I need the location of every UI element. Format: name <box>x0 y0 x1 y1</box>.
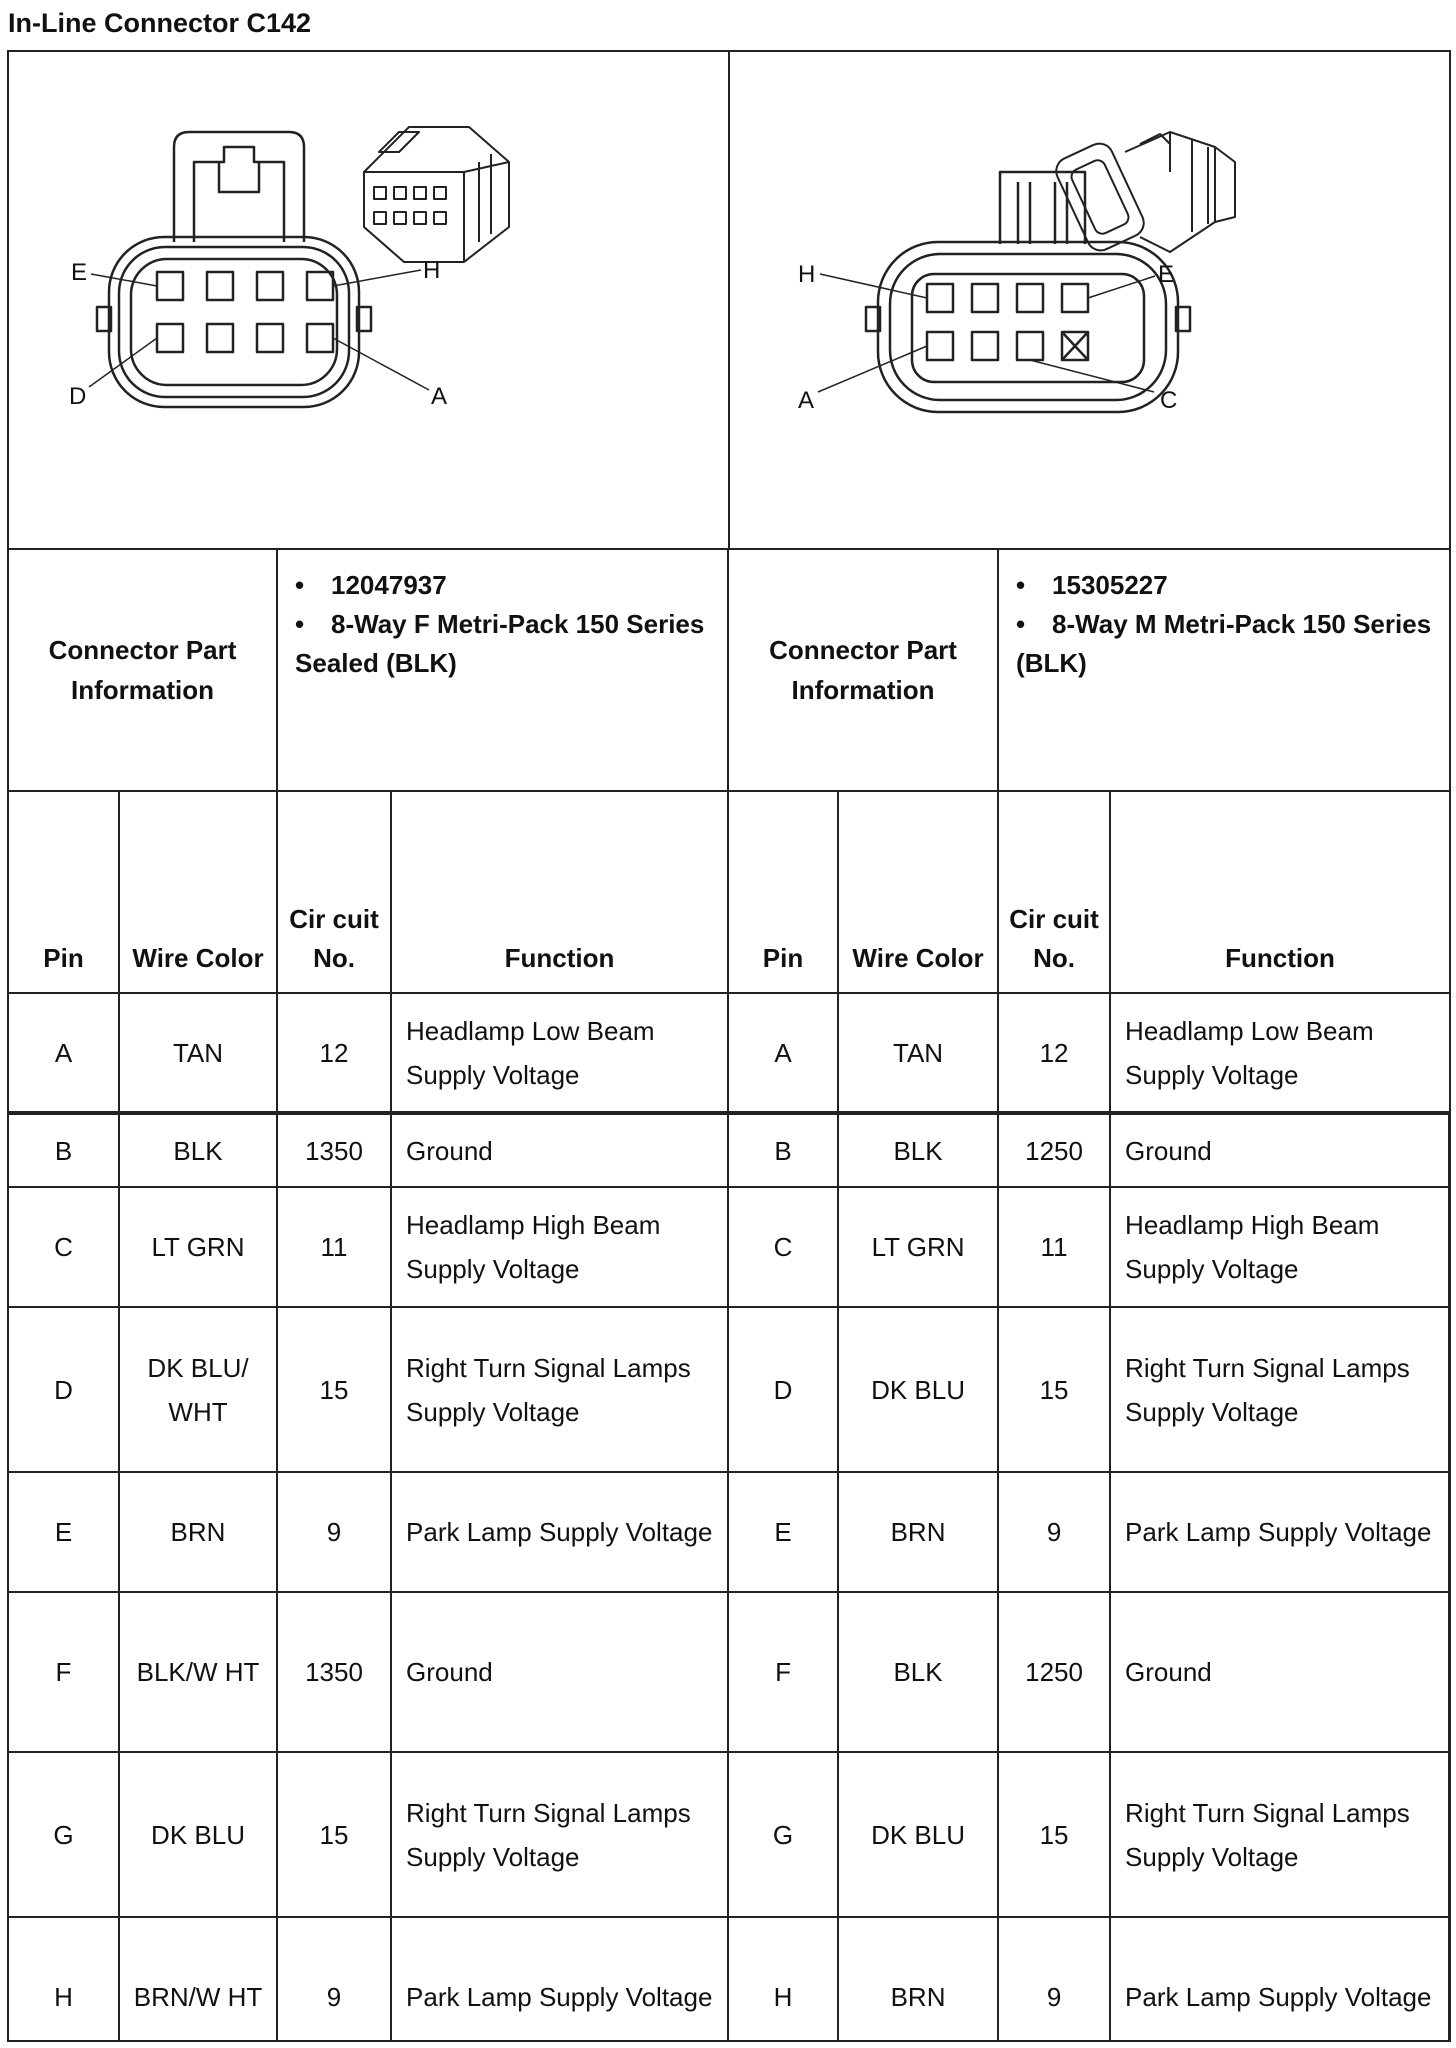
wire-color-cell: BLK <box>838 1592 998 1752</box>
latch-inner <box>194 147 284 242</box>
female-connector-isometric <box>364 127 509 262</box>
circuit-cell: 1350 <box>277 1592 391 1752</box>
cavity-h <box>307 272 333 300</box>
wire-color-cell: LT GRN <box>838 1187 998 1307</box>
cavity-g <box>972 284 998 312</box>
header-function: Function <box>1110 791 1449 993</box>
circuit-cell: 12 <box>277 993 391 1113</box>
leader-line-e <box>91 274 157 286</box>
pin-cell: E <box>728 1472 838 1592</box>
housing-outer <box>109 237 359 407</box>
pin-label-bottom-right: A <box>431 383 448 410</box>
header-wire-color: Wire Color <box>119 791 277 993</box>
cavity-c <box>1017 332 1043 360</box>
function-cell: Headlamp Low Beam Supply Voltage <box>1110 993 1449 1113</box>
function-cell: Ground <box>391 1592 728 1752</box>
wire-color-cell: LT GRN <box>119 1187 277 1307</box>
pin-cell: B <box>728 1113 838 1187</box>
female-connector-diagram <box>9 52 728 548</box>
wire-color-cell: DK BLU <box>838 1307 998 1472</box>
cavity-f <box>1017 284 1043 312</box>
pin-cell: C <box>9 1187 119 1307</box>
function-cell: Headlamp High Beam Supply Voltage <box>1110 1187 1449 1307</box>
table-row <box>9 993 1449 1113</box>
circuit-cell: 9 <box>998 1917 1110 2042</box>
leader-line-a <box>818 346 927 392</box>
wire-color-cell: BRN <box>838 1917 998 2042</box>
connector-diagrams <box>9 52 1449 550</box>
function-cell: Park Lamp Supply Voltage <box>1110 1472 1449 1592</box>
female-connector-drawing <box>9 52 728 546</box>
wire-color-cell: BRN/W HT <box>119 1917 277 2042</box>
wire-color-cell: DK BLU <box>838 1752 998 1917</box>
circuit-cell: 1250 <box>998 1592 1110 1752</box>
cavity-e <box>1062 284 1088 312</box>
pin-label-bottom-left: D <box>69 383 87 410</box>
table-row <box>9 1187 1449 1307</box>
part-info-row <box>9 550 1449 791</box>
cavity-c <box>207 324 233 352</box>
pin-label-bottom-right: C <box>1160 387 1178 414</box>
header-pin: Pin <box>728 791 838 993</box>
function-cell: Right Turn Signal Lamps Supply Voltage <box>391 1307 728 1472</box>
cavity-e <box>157 272 183 300</box>
pin-cell: F <box>9 1592 119 1752</box>
pinout-table <box>9 550 1451 2042</box>
circuit-cell: 9 <box>277 1472 391 1592</box>
pin-cell: G <box>9 1752 119 1917</box>
function-cell: Right Turn Signal Lamps Supply Voltage <box>391 1752 728 1917</box>
function-cell: Ground <box>1110 1592 1449 1752</box>
cavity-f <box>207 272 233 300</box>
pin-cell: A <box>728 993 838 1113</box>
connector-sheet <box>7 50 1451 2042</box>
male-connector-drawing <box>730 52 1449 546</box>
header-function: Function <box>391 791 728 993</box>
cavity-a <box>927 332 953 360</box>
pin-label-top-left: H <box>798 261 816 288</box>
part-info-label-right: Connector Part Information <box>728 550 998 791</box>
page-title: In-Line Connector C142 <box>8 8 312 38</box>
pin-cell: G <box>728 1752 838 1917</box>
table-row <box>9 1113 1449 1187</box>
pin-cell: H <box>9 1917 119 2042</box>
plugged-cavity-mark <box>1062 332 1088 360</box>
part-info-label-left: Connector Part Information <box>9 550 277 791</box>
housing-middle <box>119 247 349 397</box>
circuit-cell: 15 <box>277 1307 391 1472</box>
housing-inner <box>912 274 1144 382</box>
wire-color-cell: TAN <box>119 993 277 1113</box>
header-wire-color: Wire Color <box>838 791 998 993</box>
table-row <box>9 1752 1449 1917</box>
pin-label-top-right: H <box>423 257 441 284</box>
table-row <box>9 1592 1449 1752</box>
function-cell: Headlamp High Beam Supply Voltage <box>391 1187 728 1307</box>
cavity-a <box>307 324 333 352</box>
column-header-row <box>9 791 1449 993</box>
part-info-left <box>277 550 728 791</box>
function-cell: Headlamp Low Beam Supply Voltage <box>391 993 728 1113</box>
header-pin: Pin <box>9 791 119 993</box>
wire-color-cell: TAN <box>838 993 998 1113</box>
leader-line-h <box>820 274 927 298</box>
pin-cell: D <box>728 1307 838 1472</box>
circuit-cell: 11 <box>998 1187 1110 1307</box>
circuit-cell: 9 <box>277 1917 391 2042</box>
table-row <box>9 1917 1449 2042</box>
pin-cell: B <box>9 1113 119 1187</box>
function-cell: Ground <box>1110 1113 1449 1187</box>
wire-color-cell: BLK/W HT <box>119 1592 277 1752</box>
function-cell: Park Lamp Supply Voltage <box>1110 1917 1449 2042</box>
circuit-cell: 1350 <box>277 1113 391 1187</box>
function-cell: Ground <box>391 1113 728 1187</box>
pin-cell: D <box>9 1307 119 1472</box>
wire-color-cell: BRN <box>838 1472 998 1592</box>
pin-label-bottom-left: A <box>798 387 815 414</box>
cavity-h <box>927 284 953 312</box>
pin-label-top-left: E <box>71 259 88 286</box>
housing-middle <box>890 254 1166 400</box>
wire-color-cell: BLK <box>119 1113 277 1187</box>
circuit-cell: 15 <box>998 1307 1110 1472</box>
wire-color-cell: BLK <box>838 1113 998 1187</box>
circuit-cell: 15 <box>277 1752 391 1917</box>
circuit-cell: 15 <box>998 1752 1110 1917</box>
circuit-cell: 12 <box>998 993 1110 1113</box>
pin-cell: C <box>728 1187 838 1307</box>
part-number: • 12047937 <box>295 570 447 600</box>
wire-color-cell: BRN <box>119 1472 277 1592</box>
table-row <box>9 1307 1449 1472</box>
function-cell: Right Turn Signal Lamps Supply Voltage <box>1110 1752 1449 1917</box>
part-number: • 15305227 <box>1016 570 1168 600</box>
header-circuit-no: Cir cuit No. <box>277 791 391 993</box>
pin-label-top-right: E <box>1158 261 1175 288</box>
circuit-cell: 11 <box>277 1187 391 1307</box>
cavity-b <box>972 332 998 360</box>
pin-cell: A <box>9 993 119 1113</box>
male-connector-isometric <box>1052 132 1235 255</box>
wire-color-cell: DK BLU/ WHT <box>119 1307 277 1472</box>
pin-cell: H <box>728 1917 838 2042</box>
latch-tab <box>219 162 259 192</box>
header-circuit-no: Cir cuit No. <box>998 791 1110 993</box>
function-cell: Park Lamp Supply Voltage <box>391 1472 728 1592</box>
pin-cell: F <box>728 1592 838 1752</box>
table-row <box>9 1472 1449 1592</box>
latch-ribs <box>1018 182 1067 244</box>
cavity-b <box>257 324 283 352</box>
cavity-g <box>257 272 283 300</box>
part-info-right <box>998 550 1449 791</box>
circuit-cell: 1250 <box>998 1113 1110 1187</box>
wire-color-cell: DK BLU <box>119 1752 277 1917</box>
function-cell: Right Turn Signal Lamps Supply Voltage <box>1110 1307 1449 1472</box>
cavity-d <box>157 324 183 352</box>
part-description: • 8-Way F Metri-Pack 150 Series Sealed (BLK) <box>295 609 705 678</box>
circuit-cell: 9 <box>998 1472 1110 1592</box>
pin-cell: E <box>9 1472 119 1592</box>
male-connector-diagram <box>728 52 1449 548</box>
part-description: • 8-Way M Metri-Pack 150 Series (BLK) <box>1016 609 1432 678</box>
function-cell: Park Lamp Supply Voltage <box>391 1917 728 2042</box>
